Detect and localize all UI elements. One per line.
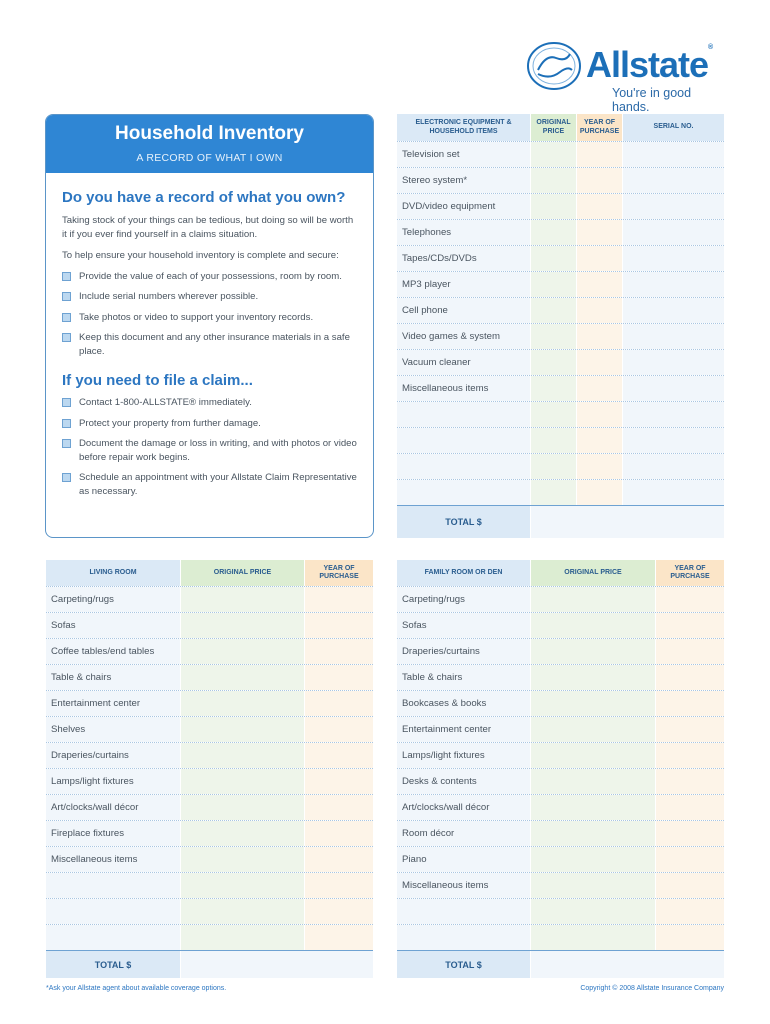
- table-row: [397, 219, 724, 245]
- item-label: Television set: [402, 149, 460, 160]
- entry-field[interactable]: [623, 246, 724, 271]
- item-cell: [46, 769, 180, 794]
- table-row: [46, 742, 373, 768]
- item-cell: [397, 428, 530, 453]
- checkbox-icon[interactable]: [62, 473, 71, 482]
- entry-field[interactable]: [577, 480, 622, 505]
- checkbox-icon[interactable]: [62, 313, 71, 322]
- table-row: [397, 690, 724, 716]
- item-cell: [46, 847, 180, 872]
- entry-field[interactable]: [181, 665, 304, 690]
- entry-field[interactable]: [181, 795, 304, 820]
- item-cell: [397, 298, 530, 323]
- entry-field[interactable]: [305, 873, 373, 898]
- item-cell: [46, 795, 180, 820]
- table-row: [46, 924, 373, 950]
- table-row: [397, 586, 724, 612]
- entry-field[interactable]: [305, 795, 373, 820]
- item-cell: [46, 665, 180, 690]
- table-row: [397, 664, 724, 690]
- item-label: Art/clocks/wall décor: [51, 802, 139, 813]
- entry-field[interactable]: [531, 402, 576, 427]
- table-row: [46, 638, 373, 664]
- table-row: [46, 716, 373, 742]
- item-cell: [397, 272, 530, 297]
- item-cell: [46, 821, 180, 846]
- item-cell: [397, 821, 530, 846]
- item-label: Table & chairs: [51, 672, 112, 683]
- entry-field[interactable]: [656, 847, 724, 872]
- entry-field[interactable]: [577, 402, 622, 427]
- item-label: Miscellaneous items: [51, 854, 138, 865]
- table-row: [397, 453, 724, 479]
- entry-field[interactable]: [531, 194, 576, 219]
- item-cell: [397, 220, 530, 245]
- entry-field[interactable]: [531, 691, 655, 716]
- entry-field[interactable]: [656, 665, 724, 690]
- item-cell: [397, 350, 530, 375]
- item-cell: [397, 142, 530, 167]
- item-cell: [397, 925, 530, 950]
- item-label: Draperies/curtains: [51, 750, 129, 761]
- item-label: Carpeting/rugs: [51, 594, 114, 605]
- item-label: Miscellaneous items: [402, 383, 489, 394]
- table-row: [397, 167, 724, 193]
- item-cell: [46, 691, 180, 716]
- item-label: Desks & contents: [402, 776, 477, 787]
- entry-field[interactable]: [181, 587, 304, 612]
- checklist-item: Schedule an appointment with your Allstate Claim Representative as necessary.: [62, 471, 357, 498]
- item-cell: [397, 587, 530, 612]
- entry-field[interactable]: [305, 665, 373, 690]
- entry-field[interactable]: [623, 428, 724, 453]
- item-cell: [397, 480, 530, 505]
- item-cell: [46, 899, 180, 924]
- table-row: [397, 245, 724, 271]
- entry-field[interactable]: [305, 613, 373, 638]
- entry-field[interactable]: [577, 454, 622, 479]
- entry-field[interactable]: [531, 168, 576, 193]
- table-row: [397, 427, 724, 453]
- item-cell: [397, 168, 530, 193]
- entry-field[interactable]: [531, 795, 655, 820]
- column-header: ORIGINAL PRICE: [181, 560, 304, 586]
- checkbox-icon[interactable]: [62, 272, 71, 281]
- table-row: [397, 820, 724, 846]
- entry-field[interactable]: [305, 587, 373, 612]
- table-row: [46, 768, 373, 794]
- table-row: [397, 141, 724, 167]
- entry-field[interactable]: [305, 639, 373, 664]
- entry-field[interactable]: [305, 925, 373, 950]
- item-cell: [397, 665, 530, 690]
- item-label: Cell phone: [402, 305, 448, 316]
- item-label: Art/clocks/wall décor: [402, 802, 490, 813]
- checkbox-icon[interactable]: [62, 439, 71, 448]
- item-cell: [46, 613, 180, 638]
- entry-field[interactable]: [531, 899, 655, 924]
- entry-field[interactable]: [623, 480, 724, 505]
- checklist-item: Take photos or video to support your inventory records.: [62, 311, 357, 325]
- total-field[interactable]: [181, 951, 373, 978]
- item-label: Lamps/light fixtures: [51, 776, 134, 787]
- column-header: FAMILY ROOM OR DEN: [397, 560, 530, 586]
- table-row: [46, 690, 373, 716]
- entry-field[interactable]: [531, 220, 576, 245]
- checklist-item: Include serial numbers wherever possible.: [62, 290, 357, 304]
- entry-field[interactable]: [577, 324, 622, 349]
- table-row: [46, 612, 373, 638]
- table-row: [397, 638, 724, 664]
- entry-field[interactable]: [577, 298, 622, 323]
- entry-field[interactable]: [656, 769, 724, 794]
- item-label: Lamps/light fixtures: [402, 750, 485, 761]
- section-title-record: Do you have a record of what you own?: [62, 189, 346, 206]
- entry-field[interactable]: [305, 899, 373, 924]
- entry-field[interactable]: [531, 324, 576, 349]
- entry-field[interactable]: [656, 717, 724, 742]
- item-cell: [397, 795, 530, 820]
- entry-field[interactable]: [181, 873, 304, 898]
- intro-paragraph-2: To help ensure your household inventory is complete and secure:: [62, 250, 339, 261]
- entry-field[interactable]: [577, 350, 622, 375]
- entry-field[interactable]: [181, 639, 304, 664]
- item-label: Draperies/curtains: [402, 646, 480, 657]
- entry-field[interactable]: [531, 350, 576, 375]
- allstate-logo: [526, 40, 726, 114]
- table-row: [397, 479, 724, 505]
- item-label: Entertainment center: [51, 698, 141, 709]
- item-label: Fireplace fixtures: [51, 828, 125, 839]
- table-row: [46, 872, 373, 898]
- table-row: [397, 846, 724, 872]
- entry-field[interactable]: [656, 691, 724, 716]
- page-subtitle: A RECORD OF WHAT I OWN: [136, 152, 283, 164]
- item-cell: [397, 899, 530, 924]
- entry-field[interactable]: [577, 220, 622, 245]
- total-label: TOTAL $: [397, 506, 530, 538]
- table-header: [46, 560, 373, 586]
- item-cell: [46, 639, 180, 664]
- item-cell: [46, 587, 180, 612]
- entry-field[interactable]: [656, 613, 724, 638]
- entry-field[interactable]: [181, 717, 304, 742]
- entry-field[interactable]: [181, 821, 304, 846]
- item-label: Vacuum cleaner: [402, 357, 471, 368]
- entry-field[interactable]: [531, 665, 655, 690]
- entry-field[interactable]: [623, 142, 724, 167]
- entry-field[interactable]: [531, 743, 655, 768]
- entry-field[interactable]: [531, 717, 655, 742]
- item-cell: [397, 613, 530, 638]
- item-cell: [397, 717, 530, 742]
- entry-field[interactable]: [531, 298, 576, 323]
- hands-logo-icon: [526, 40, 584, 92]
- entry-field[interactable]: [531, 639, 655, 664]
- table-row: [397, 742, 724, 768]
- entry-field[interactable]: [656, 587, 724, 612]
- entry-field[interactable]: [305, 743, 373, 768]
- electronics-table: [397, 114, 724, 538]
- item-cell: [397, 402, 530, 427]
- entry-field[interactable]: [623, 454, 724, 479]
- entry-field[interactable]: [181, 691, 304, 716]
- entry-field[interactable]: [531, 873, 655, 898]
- table-row: [397, 794, 724, 820]
- entry-field[interactable]: [531, 376, 576, 401]
- column-header: YEAR OF PURCHASE: [656, 560, 724, 586]
- table-row: [397, 612, 724, 638]
- item-cell: [46, 873, 180, 898]
- entry-field[interactable]: [656, 639, 724, 664]
- entry-field[interactable]: [305, 717, 373, 742]
- footer-copyright: Copyright © 2008 Allstate Insurance Company: [580, 985, 724, 992]
- checklist-item: Document the damage or loss in writing, and with photos or video before repair work begins.: [62, 437, 357, 464]
- item-label: Tapes/CDs/DVDs: [402, 253, 477, 264]
- table-row: [397, 349, 724, 375]
- checklist-item: Protect your property from further damage.: [62, 417, 357, 431]
- table-row: [397, 716, 724, 742]
- column-header: YEAR OF PURCHASE: [305, 560, 373, 586]
- item-cell: [397, 194, 530, 219]
- entry-field[interactable]: [577, 168, 622, 193]
- item-label: MP3 player: [402, 279, 451, 290]
- entry-field[interactable]: [181, 899, 304, 924]
- item-label: Piano: [402, 854, 427, 865]
- item-label: Video games & system: [402, 331, 500, 342]
- table-row: [397, 401, 724, 427]
- checkbox-icon[interactable]: [62, 398, 71, 407]
- table-row: [46, 846, 373, 872]
- item-cell: [397, 873, 530, 898]
- table-row: [397, 375, 724, 401]
- entry-field[interactable]: [656, 795, 724, 820]
- table-row: [397, 898, 724, 924]
- intro-header: [46, 115, 373, 173]
- column-header: YEAR OF PURCHASE: [577, 114, 622, 141]
- item-label: Telephones: [402, 227, 452, 238]
- entry-field[interactable]: [623, 272, 724, 297]
- entry-field[interactable]: [531, 480, 576, 505]
- table-row: [46, 820, 373, 846]
- logo-wordmark: Allstate®: [586, 44, 713, 85]
- table-row: [397, 323, 724, 349]
- item-cell: [397, 691, 530, 716]
- entry-field[interactable]: [577, 272, 622, 297]
- column-header: LIVING ROOM: [46, 560, 180, 586]
- total-label: TOTAL $: [397, 951, 530, 978]
- entry-field[interactable]: [531, 769, 655, 794]
- table-row: [397, 193, 724, 219]
- intro-panel: [45, 114, 374, 538]
- entry-field[interactable]: [577, 194, 622, 219]
- entry-field[interactable]: [577, 428, 622, 453]
- table-row: [397, 872, 724, 898]
- item-cell: [46, 717, 180, 742]
- item-cell: [397, 639, 530, 664]
- entry-field[interactable]: [656, 821, 724, 846]
- intro-body: [46, 173, 373, 498]
- entry-field[interactable]: [623, 350, 724, 375]
- entry-field[interactable]: [656, 899, 724, 924]
- section-title-claim: If you need to file a claim...: [62, 372, 253, 389]
- table-row: [46, 898, 373, 924]
- table-row: [397, 271, 724, 297]
- total-field[interactable]: [531, 506, 724, 538]
- item-label: Stereo system*: [402, 175, 468, 186]
- living-room-table: [46, 560, 373, 978]
- entry-field[interactable]: [656, 743, 724, 768]
- item-label: Bookcases & books: [402, 698, 487, 709]
- entry-field[interactable]: [577, 246, 622, 271]
- total-label: TOTAL $: [46, 951, 180, 978]
- total-field[interactable]: [531, 951, 724, 978]
- entry-field[interactable]: [623, 324, 724, 349]
- checklist-item: Keep this document and any other insurance materials in a safe place.: [62, 331, 357, 358]
- checklist-item: Provide the value of each of your possessions, room by room.: [62, 270, 357, 284]
- entry-field[interactable]: [181, 613, 304, 638]
- table-row: [46, 664, 373, 690]
- entry-field[interactable]: [531, 587, 655, 612]
- entry-field[interactable]: [577, 376, 622, 401]
- entry-field[interactable]: [305, 769, 373, 794]
- entry-field[interactable]: [181, 925, 304, 950]
- item-cell: [397, 743, 530, 768]
- entry-field[interactable]: [623, 194, 724, 219]
- entry-field[interactable]: [531, 246, 576, 271]
- logo-tagline: You're in good hands.: [612, 86, 692, 114]
- table-row: [397, 924, 724, 950]
- entry-field[interactable]: [305, 821, 373, 846]
- table-row: [397, 768, 724, 794]
- item-label: Shelves: [51, 724, 86, 735]
- item-cell: [397, 847, 530, 872]
- entry-field[interactable]: [531, 613, 655, 638]
- item-label: Coffee tables/end tables: [51, 646, 155, 657]
- table-header: [397, 114, 724, 141]
- entry-field[interactable]: [623, 298, 724, 323]
- table-row: [46, 586, 373, 612]
- table-row: [46, 794, 373, 820]
- item-label: Carpeting/rugs: [402, 594, 465, 605]
- entry-field[interactable]: [305, 847, 373, 872]
- checklist-item: Contact 1-800-ALLSTATE® immediately.: [62, 396, 357, 410]
- entry-field[interactable]: [305, 691, 373, 716]
- checkbox-icon[interactable]: [62, 419, 71, 428]
- item-label: Sofas: [51, 620, 76, 631]
- family-room-table: [397, 560, 724, 978]
- table-row: [397, 297, 724, 323]
- entry-field[interactable]: [656, 925, 724, 950]
- entry-field[interactable]: [181, 769, 304, 794]
- intro-paragraph-1: Taking stock of your things can be tedious, but doing so will be worth it if you ever find yourself in a claims situation.: [62, 215, 354, 240]
- entry-field[interactable]: [531, 925, 655, 950]
- table-header: [397, 560, 724, 586]
- item-cell: [397, 246, 530, 271]
- item-label: Sofas: [402, 620, 427, 631]
- item-cell: [397, 769, 530, 794]
- entry-field[interactable]: [531, 847, 655, 872]
- item-cell: [397, 454, 530, 479]
- total-row: [46, 950, 373, 978]
- entry-field[interactable]: [623, 220, 724, 245]
- footer-note: *Ask your Allstate agent about available coverage options.: [46, 985, 227, 992]
- entry-field[interactable]: [577, 142, 622, 167]
- entry-field[interactable]: [623, 402, 724, 427]
- entry-field[interactable]: [623, 168, 724, 193]
- column-header: SERIAL NO.: [623, 114, 724, 141]
- item-cell: [397, 324, 530, 349]
- entry-field[interactable]: [531, 142, 576, 167]
- item-label: Miscellaneous items: [402, 880, 489, 891]
- item-label: Table & chairs: [402, 672, 463, 683]
- page-title: Household Inventory: [115, 123, 304, 144]
- item-label: Room décor: [402, 828, 455, 839]
- column-header: ELECTRONIC EQUIPMENT & HOUSEHOLD ITEMS: [397, 114, 530, 141]
- total-row: [397, 505, 724, 538]
- entry-field[interactable]: [181, 847, 304, 872]
- checkbox-icon[interactable]: [62, 333, 71, 342]
- item-cell: [397, 376, 530, 401]
- item-cell: [46, 743, 180, 768]
- entry-field[interactable]: [531, 428, 576, 453]
- total-row: [397, 950, 724, 978]
- entry-field[interactable]: [181, 743, 304, 768]
- entry-field[interactable]: [656, 873, 724, 898]
- item-cell: [46, 925, 180, 950]
- entry-field[interactable]: [531, 272, 576, 297]
- entry-field[interactable]: [623, 376, 724, 401]
- item-label: Entertainment center: [402, 724, 492, 735]
- column-header: ORIGINAL PRICE: [531, 560, 655, 586]
- item-label: DVD/video equipment: [402, 201, 496, 212]
- entry-field[interactable]: [531, 454, 576, 479]
- checkbox-icon[interactable]: [62, 292, 71, 301]
- column-header: ORIGINAL PRICE: [531, 114, 576, 141]
- entry-field[interactable]: [531, 821, 655, 846]
